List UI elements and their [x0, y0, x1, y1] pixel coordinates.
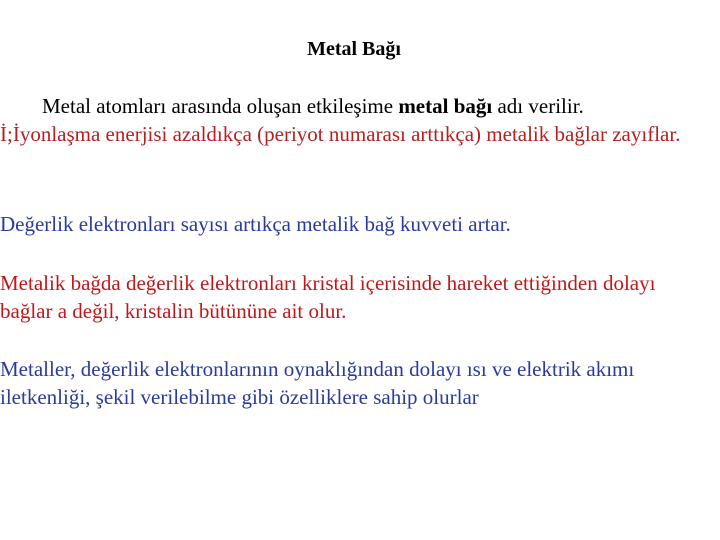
paragraph-metal-bond-definition: [0, 92, 712, 148]
paragraph-metal-properties: Metaller, değerlik elektronlarının oynaklığından dolayı ısı ve elektrik akımı iletkenliği, şekil verilebilme gibi özelliklere sahip olurlar: [0, 357, 635, 409]
paragraph1-part2: adı verilir.: [492, 94, 584, 118]
paragraph1-bold-term: metal bağı: [398, 94, 493, 118]
paragraph-crystal-bonds: Metalik bağda değerlik elektronları kristal içerisinde hareket ettiğinden dolayı bağlar a değil, kristalin bütününe ait olur.: [0, 271, 656, 323]
slide-title: Metal Bağı: [307, 38, 401, 60]
paragraph-valence-electrons: Değerlik elektronları sayısı artıkça metalik bağ kuvveti artar.: [0, 212, 511, 236]
paragraph1-part1: Metal atomları arasında oluşan etkileşime: [42, 94, 399, 118]
paragraph1-ionization-line: İ;İyonlaşma enerjisi azaldıkça (periyot numarası arttıkça) metalik bağlar zayıflar.: [0, 122, 681, 146]
